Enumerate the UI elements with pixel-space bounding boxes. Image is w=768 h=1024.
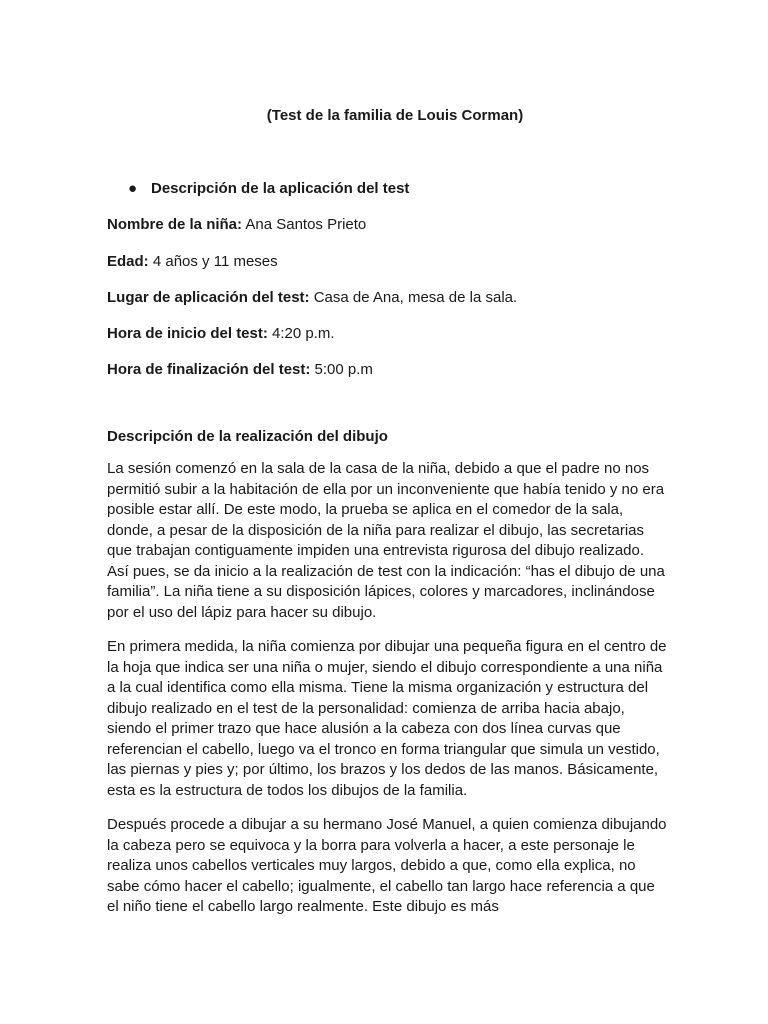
body-text (107, 459, 667, 932)
field-value: Casa de Ana, mesa de la sala. (309, 289, 518, 306)
field-child-name (107, 215, 366, 235)
paragraph: La sesión comenzó en la sala de la casa de la niña, debido a que el padre no nos permitió subir a la habitación de ella por un inconveniente que había tenido y no era posible estar allí. De este modo, la prueba se aplica en el comedor de la sala, donde, a pesar de la disposición de la niña para realizar el dibujo, las secretarias que trabajan contiguamente impiden una entrevista rigurosa del dibujo realizado. Así pues, se da inicio a la realización de test con la indicación: “has el dibujo de una familia”. La niña tiene a su disposición lápices, colores y marcadores, inclinándose por el uso del lápiz para hacer su dibujo. (107, 460, 665, 621)
field-end-time (107, 360, 373, 380)
field-test-location (107, 288, 517, 308)
paragraph: En primera medida, la niña comienza por dibujar una pequeña figura en el centro de la hoja que indica ser una niña o mujer, siendo el dibujo correspondiente a una niña a la cual identifica como ella misma. Tiene la misma organización y estructura del dibujo realizado en el test de la personalidad: comienza de arriba hacia abajo, siendo el primer trazo que hace alusión a la cabeza con dos línea curvas que referencian el cabello, luego va el tronco en forma triangular que simula un vestido, las piernas y pies y; por último, los brazos y los dedos de las manos. Básicamente, esta es la estructura de todos los dibujos de la familia. (107, 638, 667, 799)
field-age (107, 252, 278, 272)
document-title: (Test de la familia de Louis Corman) (266, 107, 524, 124)
field-label: Edad: (107, 253, 149, 270)
field-value: Ana Santos Prieto (242, 216, 367, 233)
field-label: Hora de inicio del test: (107, 325, 268, 342)
bullet-text: Descripción de la aplicación del test (151, 180, 410, 197)
field-label: Hora de finalización del test: (107, 361, 311, 378)
paragraph: Después procede a dibujar a su hermano José Manuel, a quien comienza dibujando la cabeza pero se equivoca y la borra para volverla a hacer, a este personaje le realiza unos cabellos verticales muy largos, debido a que, como ella explica, no sabe cómo hacer el cabello; igualmente, el cabello tan largo hace referencia a que el niño tiene el cabello largo realmente. Este dibujo es más (107, 816, 667, 915)
field-value: 4 años y 11 meses (148, 253, 278, 270)
field-start-time (107, 324, 335, 344)
field-value: 4:20 p.m. (267, 325, 335, 342)
section-heading: Descripción de la realización del dibujo (107, 428, 388, 445)
field-label: Nombre de la niña: (107, 216, 243, 233)
bullet-dot-icon: ● (128, 180, 138, 197)
field-value: 5:00 p.m (310, 361, 373, 378)
bullet-item (128, 179, 409, 199)
field-label: Lugar de aplicación del test: (107, 289, 310, 306)
